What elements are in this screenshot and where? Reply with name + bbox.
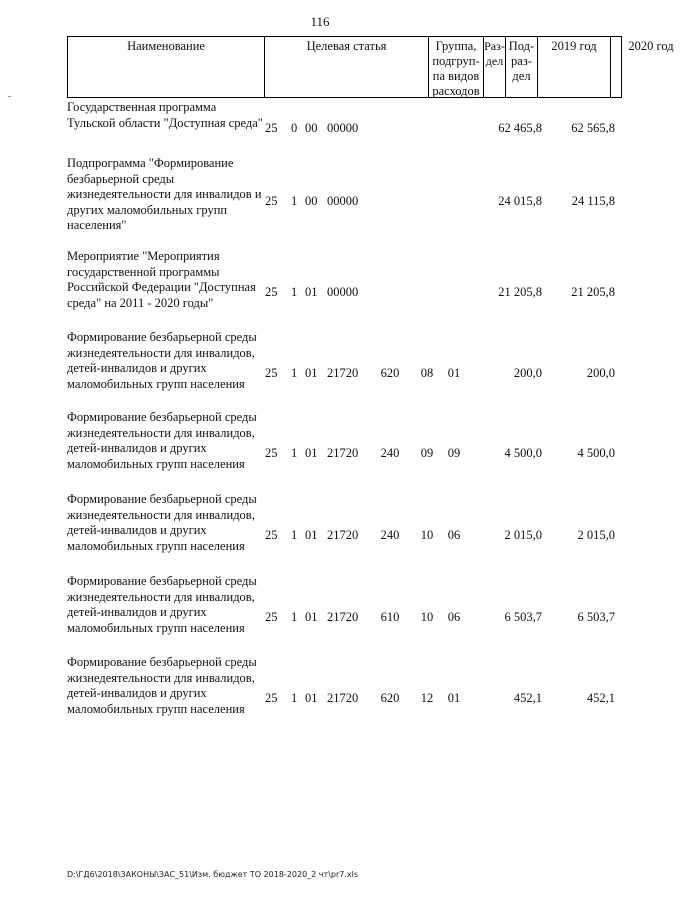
- page-number: 116: [310, 14, 330, 29]
- cell-c2: 1: [291, 285, 298, 299]
- cell-y2019: 200,0: [513, 366, 542, 380]
- header-group-line: подгруп-: [432, 54, 480, 68]
- header-group-line: расходов: [432, 84, 480, 98]
- cell-y2020: 4 500,0: [577, 446, 615, 460]
- cell-c2: 1: [291, 610, 298, 624]
- cell-group: 620: [380, 366, 400, 380]
- header-2019: 2019 год: [538, 37, 611, 97]
- cell-c3: 01: [305, 691, 318, 705]
- margin-mark: [8, 96, 11, 97]
- cell-section: 10: [420, 610, 434, 624]
- row-name: Формирование безбарьерной среды жизнедеятельности для инвалидов, детей-инвалидов и других маломобильных групп населения: [67, 330, 257, 391]
- cell-y2019: 24 015,8: [498, 194, 542, 208]
- header-subsection: [506, 37, 538, 97]
- cell-c1: 25: [265, 366, 278, 380]
- cell-section: 09: [420, 446, 434, 460]
- cell-c1: 25: [265, 691, 278, 705]
- cell-c4: 21720: [327, 366, 359, 380]
- row-name: Мероприятие "Мероприятия государственной программы Российской Федерации "Доступная среда" на 2011 - 2020 годы": [67, 249, 256, 310]
- cell-y2019: 2 015,0: [504, 528, 542, 542]
- cell-subsection: 06: [447, 528, 461, 542]
- cell-subsection: 09: [447, 446, 461, 460]
- cell-y2019: 6 503,7: [504, 610, 542, 624]
- row-name: Формирование безбарьерной среды жизнедеятельности для инвалидов, детей-инвалидов и других маломобильных групп населения: [67, 655, 257, 716]
- cell-section: 12: [420, 691, 434, 705]
- header-group: [429, 37, 484, 97]
- row-name: Формирование безбарьерной среды жизнедеятельности для инвалидов, детей-инвалидов и других маломобильных групп населения: [67, 492, 257, 553]
- cell-y2020: 21 205,8: [571, 285, 615, 299]
- cell-c4: 00000: [327, 194, 359, 208]
- cell-y2019: 62 465,8: [498, 121, 542, 135]
- row-name: Подпрограмма "Формирование безбарьерной среды жизнедеятельности для инвалидов и других маломобильных групп населения": [67, 156, 262, 232]
- header-group-line: Группа,: [435, 39, 477, 53]
- cell-c1: 25: [265, 446, 278, 460]
- cell-c3: 00: [305, 194, 318, 208]
- cell-y2019: 452,1: [513, 691, 542, 705]
- cell-c3: 01: [305, 528, 318, 542]
- row-name: Государственная программа Тульской области "Доступная среда": [67, 100, 263, 130]
- cell-c1: 25: [265, 194, 278, 208]
- row-name: Формирование безбарьерной среды жизнедеятельности для инвалидов, детей-инвалидов и других маломобильных групп населения: [67, 410, 257, 471]
- cell-c3: 00: [305, 121, 318, 135]
- cell-c1: 25: [265, 121, 278, 135]
- header-group-line: па видов: [432, 69, 480, 83]
- cell-c4: 21720: [327, 691, 359, 705]
- cell-c3: 01: [305, 446, 318, 460]
- cell-c3: 01: [305, 285, 318, 299]
- cell-section: 08: [420, 366, 434, 380]
- cell-subsection: 01: [447, 691, 461, 705]
- cell-c1: 25: [265, 285, 278, 299]
- header-target: Целевая статья: [265, 37, 429, 97]
- cell-c2: 1: [291, 446, 298, 460]
- header-section-line: Раз-: [484, 39, 505, 53]
- header-subsection-line: Под-: [508, 39, 535, 53]
- cell-c2: 1: [291, 194, 298, 208]
- cell-c2: 1: [291, 528, 298, 542]
- cell-c2: 0: [291, 121, 298, 135]
- cell-c4: 00000: [327, 285, 359, 299]
- cell-y2019: 4 500,0: [504, 446, 542, 460]
- cell-section: 10: [420, 528, 434, 542]
- cell-c1: 25: [265, 528, 278, 542]
- cell-y2020: 200,0: [586, 366, 615, 380]
- cell-subsection: 06: [447, 610, 461, 624]
- table-header: [67, 36, 674, 98]
- cell-subsection: 01: [447, 366, 461, 380]
- cell-c1: 25: [265, 610, 278, 624]
- cell-y2020: 6 503,7: [577, 610, 615, 624]
- cell-y2020: 452,1: [586, 691, 615, 705]
- cell-y2020: 2 015,0: [577, 528, 615, 542]
- cell-c4: 21720: [327, 446, 359, 460]
- header-subsection-line: раз-: [511, 54, 532, 68]
- cell-c2: 1: [291, 366, 298, 380]
- cell-y2019: 21 205,8: [498, 285, 542, 299]
- header-section: [484, 37, 506, 97]
- cell-y2020: 24 115,8: [571, 194, 615, 208]
- cell-group: 610: [380, 610, 400, 624]
- cell-c4: 21720: [327, 528, 359, 542]
- cell-group: 620: [380, 691, 400, 705]
- header-2020: 2020 год: [628, 39, 674, 53]
- cell-c4: 21720: [327, 610, 359, 624]
- cell-y2020: 62 565,8: [571, 121, 615, 135]
- row-name: Формирование безбарьерной среды жизнедеятельности для инвалидов, детей-инвалидов и других маломобильных групп населения: [67, 574, 257, 635]
- cell-c3: 01: [305, 610, 318, 624]
- header-name: Наименование: [68, 37, 265, 97]
- header-subsection-line: дел: [512, 69, 531, 83]
- cell-c4: 00000: [327, 121, 359, 135]
- cell-c3: 01: [305, 366, 318, 380]
- header-section-line: дел: [485, 54, 504, 68]
- cell-group: 240: [380, 446, 400, 460]
- file-path-footer: D:\ГД6\2018\ЗАКОНЫ\ЗАС_51\Изм. бюджет ТО 2018-2020_2 чт\pr7.xls: [67, 870, 358, 879]
- cell-c2: 1: [291, 691, 298, 705]
- cell-group: 240: [380, 528, 400, 542]
